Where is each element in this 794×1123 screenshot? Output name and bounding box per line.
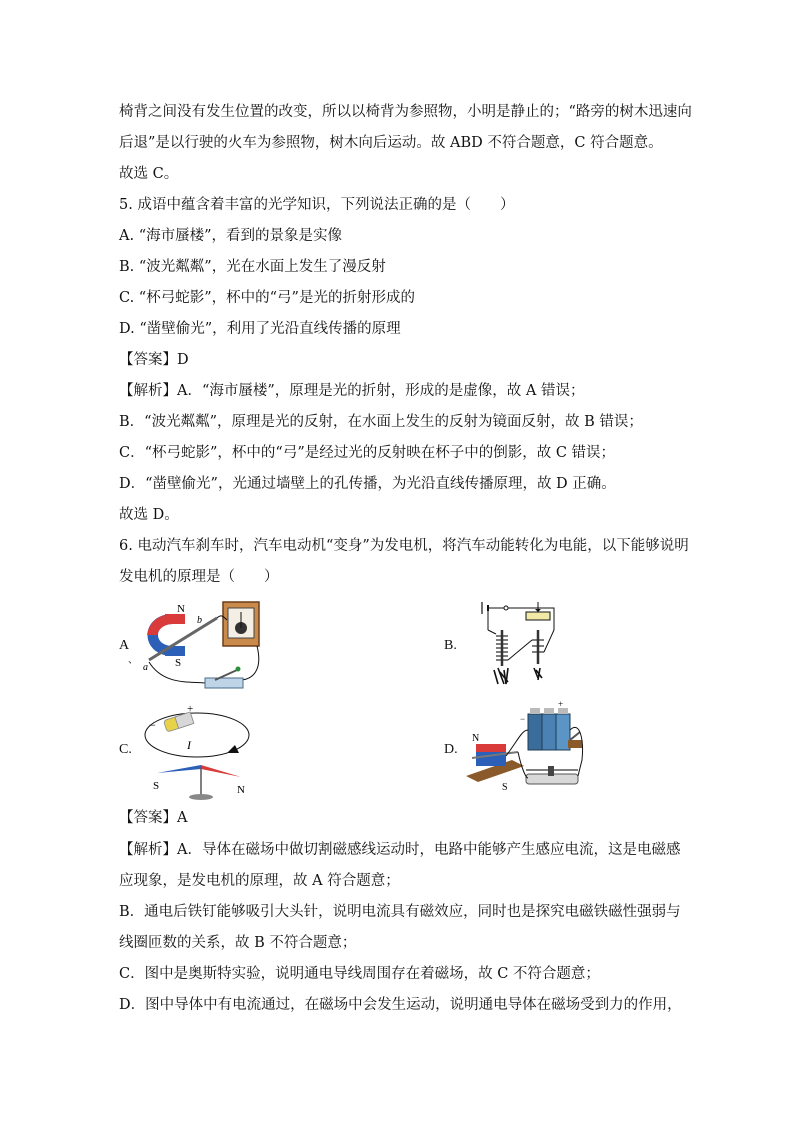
analysis-line: 线圈匝数的关系，故 B 不符合题意； [119, 935, 357, 951]
option-a: A. “海市蜃楼”，看到的景象是实像 [119, 228, 343, 244]
analysis-line: C．图中是奥斯特实验，说明通电导线周围存在着磁场，故 C 不符合题意； [119, 966, 600, 982]
figure-a-north: N [177, 603, 185, 615]
option-c: C. “杯弓蛇影”，杯中的“弓”是光的折射形成的 [119, 290, 415, 306]
figure-a-dot: 、 [128, 655, 138, 666]
analysis-line: 【解析】A．导体在磁场中做切割磁感线运动时，电路中能够产生感应电流，这是电磁感 [119, 842, 681, 858]
analysis-line: 【解析】A．“海市蜃楼”，原理是光的折射，形成的是虚像，故 A 错误； [119, 383, 585, 399]
figure-c-current: I [187, 738, 191, 752]
analysis-line: C．“杯弓蛇影”，杯中的“弓”是经过光的反射映在杯子中的倒影，故 C 错误； [119, 445, 616, 461]
figure-a-south: S [175, 657, 182, 669]
figure-c-south: S [153, 780, 160, 792]
figure-c-plus: + [187, 703, 194, 715]
text-line: 椅背之间没有发生位置的改变，所以以椅背为参照物，小明是静止的；“路旁的树木迅速向 [119, 104, 692, 120]
analysis-line: B．“波光粼粼”，原理是光的反射，在水面上发生的反射为镜面反射，故 B 错误； [119, 414, 643, 430]
figure-c-label: C. [119, 742, 132, 757]
figure-d-label: D. [444, 742, 458, 757]
figure-d-motor-diagram [462, 700, 584, 800]
question-6-stem: 6. 电动汽车刹车时，汽车电动机“变身”为发电机，将汽车动能转化为电能，以下能够说明 [119, 538, 689, 554]
analysis-line: 应现象，是发电机的原理，故 A 符合题意； [119, 873, 400, 889]
option-b: B. “波光粼粼”，光在水面上发生了漫反射 [119, 259, 386, 275]
figure-a-a: a [143, 662, 148, 673]
figure-a-b: b [197, 615, 202, 626]
figure-a-generator-diagram [135, 600, 270, 695]
question-6-stem: 发电机的原理是（ ） [119, 569, 279, 585]
option-d: D. “凿壁偷光”，利用了光沿直线传播的原理 [119, 321, 401, 337]
figure-c-north: N [237, 784, 245, 796]
figure-a-label: A [119, 638, 130, 653]
figure-c-minus: − [149, 718, 156, 732]
analysis-line: B．通电后铁钉能够吸引大头针，说明电流具有磁效应，同时也是探究电磁铁磁性强弱与 [119, 904, 681, 920]
text-line: 后退”是以行驶的火车为参照物，树木向后运动。故 ABD 不符合题意，C 符合题意。 [119, 135, 663, 151]
figure-d-north: N [472, 733, 480, 744]
answer-6: 【答案】A [119, 810, 188, 826]
answer-5: 【答案】D [119, 352, 189, 368]
text-line: 故选 C。 [119, 166, 179, 182]
figure-d-south: S [502, 782, 508, 793]
figure-b-electromagnet-diagram [468, 600, 568, 695]
analysis-line: D．图中导体中有电流通过，在磁场中会发生运动，说明通电导体在磁场受到力的作用， [119, 997, 682, 1013]
figure-d-plus: + [558, 700, 564, 709]
figure-d-minus: − [520, 714, 526, 724]
figure-c-oersted-diagram [137, 703, 257, 801]
figure-b-label: B. [444, 638, 457, 653]
text-line: 故选 D。 [119, 507, 179, 523]
question-5-stem: 5. 成语中蕴含着丰富的光学知识，下列说法正确的是（ ） [119, 197, 515, 213]
analysis-line: D．“凿壁偷光”，光通过墙壁上的孔传播，为光沿直线传播原理，故 D 正确。 [119, 476, 616, 492]
